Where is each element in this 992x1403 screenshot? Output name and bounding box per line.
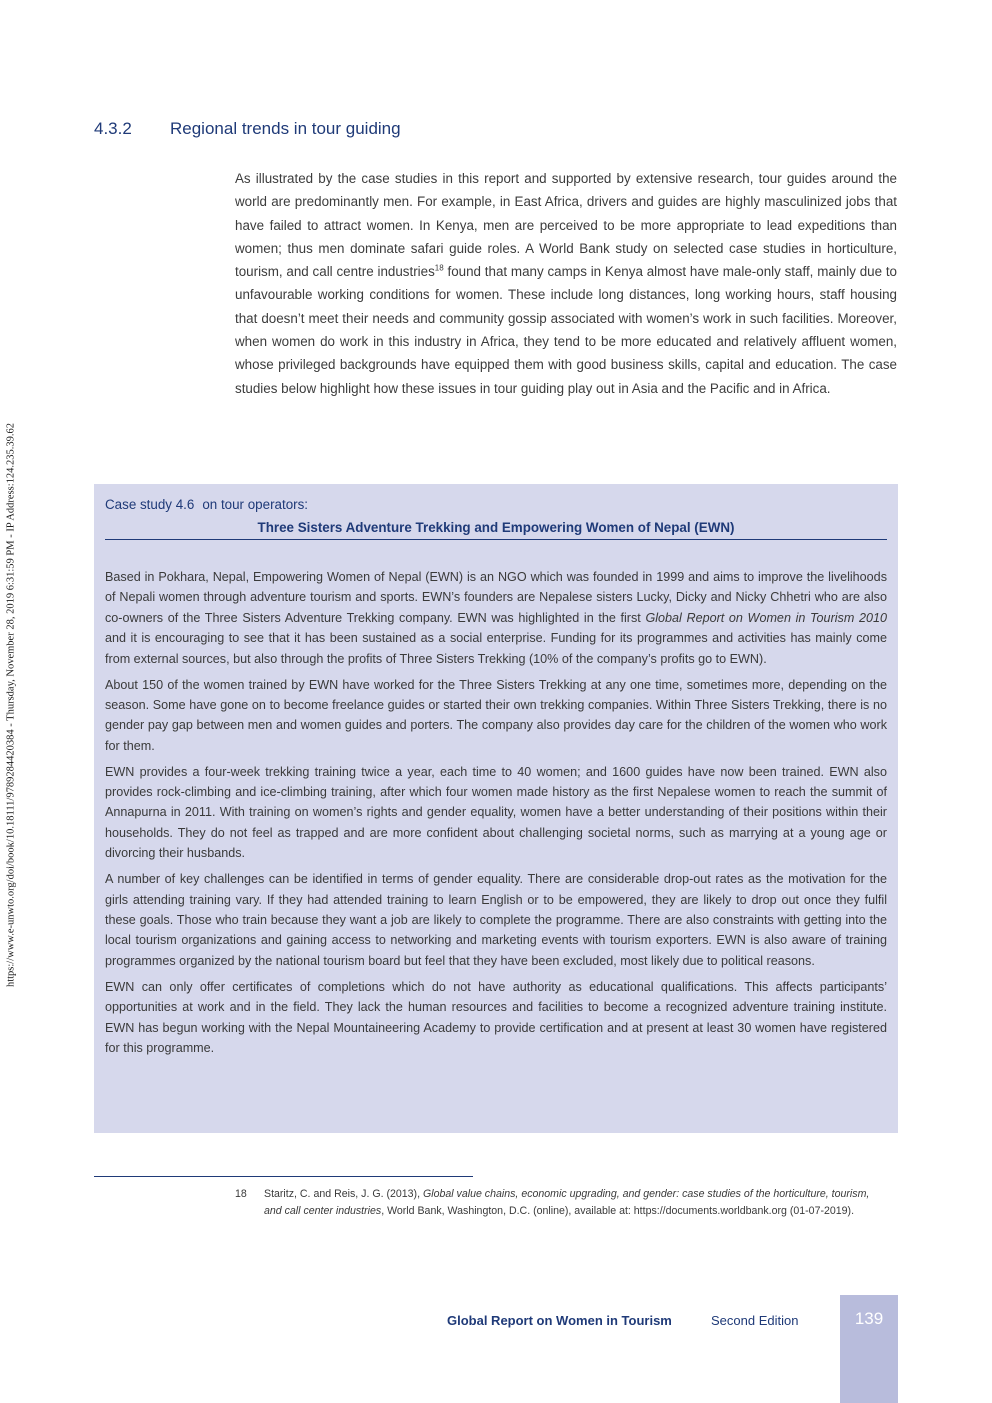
intro-text-part1: As illustrated by the case studies in this report and supported by extensive research, tour guides around the world are predominantly men. For example, in East Africa, drivers and guides are highly masculinized jobs that have failed to attract women. In Kenya, men are perceived to be more appropriate to lead expeditions than women; thus men dominate safari guide roles. A World Bank study on selected case studies in horticulture, tourism, and call centre industries	[235, 171, 897, 280]
footnote-number: 18	[235, 1188, 247, 1200]
section-number: 4.3.2	[94, 119, 132, 138]
section-title: Regional trends in tour guiding	[170, 119, 401, 138]
footnote-title: Global value chains, economic upgrading, and gender: case studies of the horticulture, tourism, and call center industries	[264, 1188, 870, 1217]
case-paragraph-3: EWN provides a four-week trekking training twice a year, each time to 40 women; and 1600 guides have now been trained. EWN also provides rock-climbing and ice-climbing training, after which four women made history as the first Nepalese women to reach the summit of Annapurna in 2011. With training on women’s rights and gender equality, women have a better understanding of their positions within their households. They do not feel as trapped and are more confident about challenging societal norms, such as marrying at a young age or divorcing their husbands.	[105, 764, 887, 861]
footer-edition: Second Edition	[711, 1313, 799, 1328]
side-watermark	[0, 340, 22, 1070]
intro-text-part2: found that many camps in Kenya almost have male-only staff, mainly due to unfavourable working conditions for women. These include long distances, long working hours, staff housing that doesn’t meet their needs and community gossip associated with women’s work in such facilities. Moreover, when women do work in this industry in Africa, they tend to be more educated and relatively affluent women, whose privileged backgrounds have equipped them with good business skills, capital and education. The case studies below highlight how these issues in tour guiding play out in Asia and the Pacific and in Africa.	[235, 264, 897, 396]
footnote	[235, 1186, 887, 1220]
page-number-tab	[840, 1295, 898, 1403]
case-study-header	[105, 497, 308, 512]
case-study-body	[105, 567, 887, 1064]
footnote-reference[interactable]: 18	[434, 263, 444, 273]
section-heading	[94, 119, 401, 139]
case-paragraph-2: About 150 of the women trained by EWN have worked for the Three Sisters Trekking at any one time, sometimes more, depending on the season. Some have gone on to become freelance guides or started their own trekking companies. Within Three Sisters Trekking, there is no gender pay gap between men and women guides and porters. The company also provides day care for the children of the women who work for them.	[105, 677, 887, 753]
case-study-label: Case study 4.6	[105, 497, 195, 512]
intro-paragraph	[235, 167, 897, 400]
case-study-title: Three Sisters Adventure Trekking and Empowering Women of Nepal (EWN)	[257, 520, 735, 535]
case-paragraph-4: A number of key challenges can be identified in terms of gender equality. There are considerable drop-out rates as the motivation for the girls attending training vary. If they had attended training to learn English or to be empowered, they are likely to drop out once they fulfil these goals. Those who train because they want a job are likely to complete the programme. There are also constraints with getting into the local tourism organizations and gaining access to networking and marketing events with tourism exporters. EWN is also aware of training programmes organized by the national tourism board but feel that they have been excluded, most likely due to political reasons.	[105, 872, 887, 968]
case-paragraph-1	[105, 567, 887, 669]
case-p1-text-a: Based in Pokhara, Nepal, Empowering Women of Nepal (EWN) is an NGO which was founded in 1999 and aims to improve the livelihoods of Nepali women through adventure tourism and sports. EWN’s founders are Nepalese sisters Lucky, Dicky and Nicky Chhetri who are also co-owners of the Three Sisters Adventure Trekking company. EWN was highlighted in the first	[105, 570, 887, 625]
footnote-authors: Staritz, C. and Reis, J. G. (2013),	[264, 1188, 423, 1200]
footer-report-title: Global Report on Women in Tourism	[447, 1313, 672, 1328]
page-number: 139	[854, 1309, 884, 1328]
case-p1-italic-title: Global Report on Women in Tourism 2010	[645, 610, 887, 625]
case-study-divider	[105, 539, 887, 540]
side-watermark-text: https://www.e-unwto.org/doi/book/10.18111/9789284420384 - Thursday, November 28, 2019 6:31:59 PM - IP Address:124.235.39.62	[5, 422, 17, 988]
footnote-divider	[94, 1176, 473, 1177]
case-p1-text-b: and it is encouraging to see that it has been sustained as a social enterprise. Funding for its programmes and activities has mainly come from external sources, but also through the profits of Three Sisters Trekking (10% of the company’s profits go to EWN).	[105, 631, 887, 666]
footnote-source: , World Bank, Washington, D.C. (online), available at: https://documents.worldbank.org (01-07-2019).	[381, 1205, 855, 1217]
footnote-text	[264, 1186, 887, 1220]
case-paragraph-5: EWN can only offer certificates of completions which do not have authority as educational qualifications. This affects participants’ opportunities at work and in the field. They lack the human resources and facilities to become a recognized adventure training institute. EWN has begun working with the Nepal Mountaineering Academy to provide certification and at present at least 30 women have registered for this programme.	[105, 979, 887, 1055]
case-study-box	[94, 484, 898, 1133]
case-study-category: on tour operators:	[202, 497, 309, 512]
